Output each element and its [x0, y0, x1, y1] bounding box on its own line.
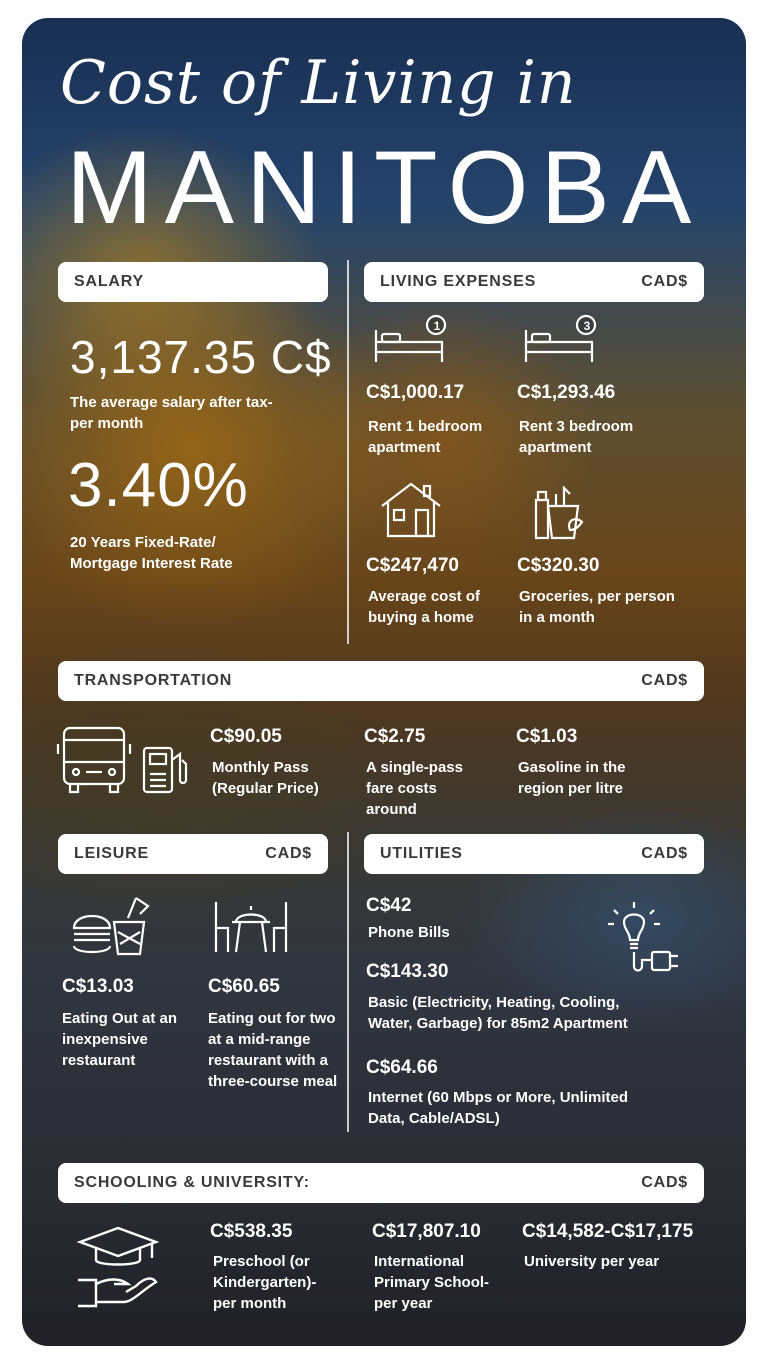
bulb-plug-icon [602, 900, 686, 980]
leisure-header-label: LEISURE [74, 845, 149, 862]
basic-utilities-desc: Basic (Electricity, Heating, Cooling, Water, Garbage) for 85m2 Apartment [368, 994, 628, 1032]
salary-amount-desc: The average salary after tax-per month [70, 394, 273, 432]
eating-out-desc: Eating Out at an inexpensive restaurant [62, 1010, 178, 1069]
utilities-header [364, 834, 704, 874]
living-currency: CAD$ [641, 273, 688, 290]
phone-bills-value: C$42 [366, 895, 412, 916]
monthly-pass-value: C$90.05 [210, 726, 282, 747]
single-fare-desc: A single-pass fare costs around [366, 759, 463, 818]
preschool-desc: Preschool (or Kindergarten)-per month [213, 1253, 317, 1312]
bed-3-badge: 3 [583, 319, 591, 333]
schooling-currency: CAD$ [641, 1174, 688, 1191]
university-value: C$14,582-C$17,175 [522, 1221, 694, 1242]
transportation-currency: CAD$ [641, 672, 688, 689]
schooling-header [58, 1163, 704, 1203]
utilities-header-label: UTILITIES [380, 845, 463, 862]
preschool-value: C$538.35 [210, 1221, 293, 1242]
dining-for-two-desc: Eating out for two at a mid-range restaurant with a three-course meal [208, 1010, 338, 1090]
phone-bills-desc: Phone Bills [368, 924, 450, 941]
rent-1-desc: Rent 1 bedroom apartment [368, 418, 483, 456]
transportation-header [58, 661, 704, 701]
rent-3-value: C$1,293.46 [517, 382, 616, 403]
living-header [364, 262, 704, 302]
fast-food-icon [70, 892, 154, 958]
groceries-desc: Groceries, per person in a month [519, 588, 675, 626]
schooling-header-label: SCHOOLING & UNIVERSITY: [74, 1174, 310, 1191]
home-value: C$247,470 [366, 555, 459, 576]
bus-icon [56, 724, 132, 796]
university-desc: University per year [524, 1253, 660, 1270]
internet-value: C$64.66 [366, 1057, 438, 1078]
gasoline-desc: Gasoline in the region per litre [518, 759, 626, 797]
living-header-label: LIVING EXPENSES [380, 273, 537, 290]
rent-3-desc: Rent 3 bedroom apartment [519, 418, 634, 456]
primary-school-value: C$17,807.10 [372, 1221, 481, 1242]
mortgage-rate-desc: 20 Years Fixed-Rate/ Mortgage Interest Rate [70, 534, 233, 572]
leisure-currency: CAD$ [265, 845, 312, 862]
monthly-pass-desc: Monthly Pass (Regular Price) [212, 759, 319, 797]
transportation-header-label: TRANSPORTATION [74, 672, 233, 689]
primary-school-desc: International Primary School-per year [374, 1253, 490, 1312]
dining-table-icon [212, 892, 290, 958]
salary-amount: 3,137.35 C$ [70, 331, 332, 383]
home-desc: Average cost of buying a home [368, 588, 480, 626]
divider-vertical-top [347, 260, 349, 644]
main-title: MANITOBA [66, 130, 704, 246]
mortgage-rate: 3.40% [68, 451, 249, 520]
fuel-pump-icon [140, 744, 190, 796]
divider-vertical-bottom [347, 832, 349, 1132]
dining-for-two-value: C$60.65 [208, 976, 280, 997]
salary-header [58, 262, 328, 302]
rent-1-value: C$1,000.17 [366, 382, 465, 403]
house-icon [378, 480, 444, 540]
single-fare-value: C$2.75 [364, 726, 426, 747]
basic-utilities-value: C$143.30 [366, 961, 449, 982]
eating-out-value: C$13.03 [62, 976, 134, 997]
gasoline-value: C$1.03 [516, 726, 578, 747]
utilities-currency: CAD$ [641, 845, 688, 862]
script-title: Cost of Living in [60, 48, 577, 118]
graduation-hand-icon [74, 1224, 162, 1310]
infographic-card [22, 18, 746, 1346]
internet-desc: Internet (60 Mbps or More, Unlimited Data, Cable/ADSL) [368, 1089, 629, 1127]
groceries-value: C$320.30 [517, 555, 600, 576]
leisure-header [58, 834, 328, 874]
salary-header-label: SALARY [74, 273, 144, 290]
bed-1-badge: 1 [433, 319, 441, 333]
groceries-icon [526, 480, 590, 542]
